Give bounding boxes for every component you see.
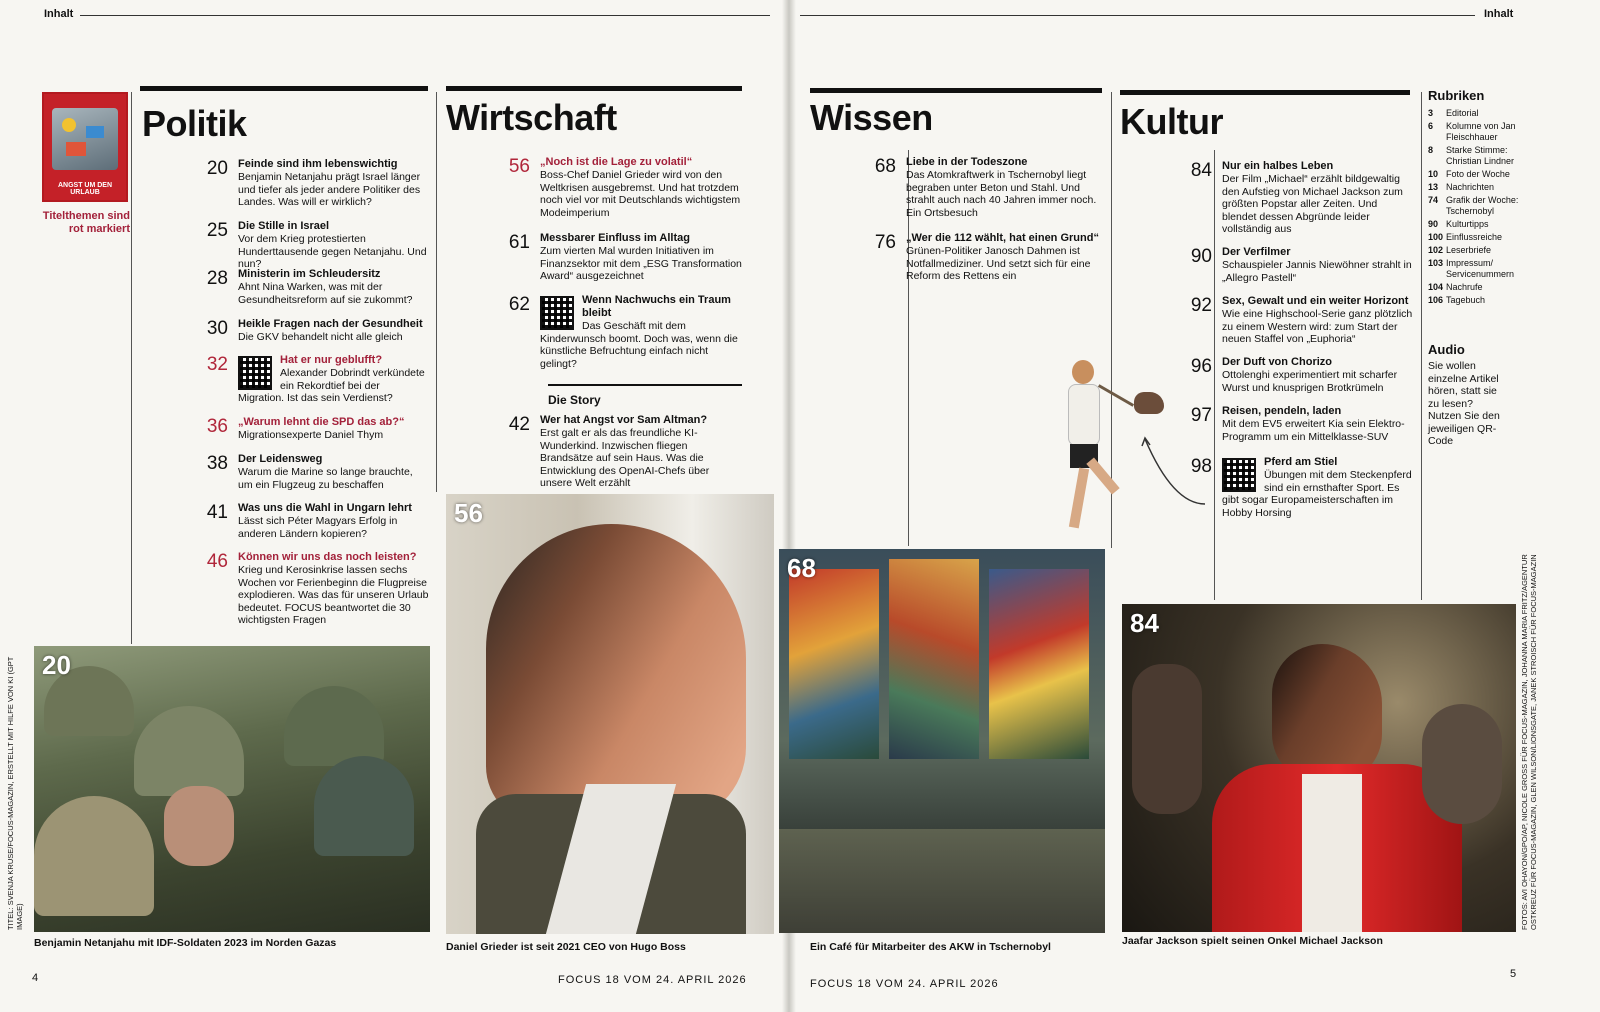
page-number: 32 xyxy=(206,354,228,375)
cover-note: Titelthemen sind rot markiert xyxy=(42,210,130,235)
toc-entry[interactable] xyxy=(836,232,1102,283)
photo-netanyahu[interactable] xyxy=(34,646,430,932)
toc-entry[interactable] xyxy=(168,318,428,344)
kultur-bar xyxy=(1120,90,1410,95)
toc-entry[interactable] xyxy=(470,232,742,283)
rubrik-item[interactable]: 10 Foto der Woche xyxy=(1428,169,1510,179)
credits-left: TITEL: SVENJA KRUSE/FOCUS-MAGAZIN, ERSTELLT MIT HILFE VON KI (GPT IMAGE) xyxy=(6,656,24,930)
entry-title: Der Leidensweg xyxy=(238,453,323,465)
toc-entry[interactable] xyxy=(470,156,742,219)
entry-title: Was uns die Wahl in Ungarn lehrt xyxy=(238,502,412,514)
toc-entry[interactable] xyxy=(168,220,428,271)
photo-badge: 68 xyxy=(787,553,816,583)
entry-desc: Der Film „Michael“ erzählt bildgewaltig den Aufstieg von Michael Jackson zum größten Popstar aller Zeiten. Und blendet dessen Abgründe leider vollständig aus xyxy=(1222,173,1403,235)
toc-entry[interactable] xyxy=(168,453,428,491)
photo-grieder[interactable] xyxy=(446,494,774,934)
header-right: Inhalt xyxy=(1484,8,1514,20)
entry-title: „Noch ist die Lage zu volatil“ xyxy=(540,156,693,168)
entry-desc: Krieg und Kerosinkrise lassen sechs Wochen vor Ferienbeginn die Flugpreise explodieren. Was das für unseren Urlaub bedeutet. FOCUS beantwortet die 30 wichtigsten Fragen xyxy=(238,564,429,626)
toc-entry[interactable] xyxy=(1152,356,1414,394)
entry-title: Nur ein halbes Leben xyxy=(1222,160,1334,172)
page-number: 36 xyxy=(206,416,228,437)
photo-badge: 84 xyxy=(1130,608,1159,638)
page-number: 92 xyxy=(1190,295,1212,316)
toc-entry[interactable] xyxy=(168,354,428,405)
page-number: 90 xyxy=(1190,246,1212,267)
toc-entry[interactable] xyxy=(470,294,742,370)
entry-title: Der Duft von Chorizo xyxy=(1222,356,1332,368)
photo-badge: 56 xyxy=(454,498,483,528)
entry-desc: Ottolenghi experimentiert mit scharfer Wurst und knusprigen Brotkrümeln xyxy=(1222,369,1398,394)
rubrik-item[interactable]: 8 Starke Stimme: Christian Lindner xyxy=(1428,145,1515,166)
rubrik-item[interactable]: 90 Kulturtipps xyxy=(1428,219,1489,229)
entry-desc: Erst galt er als das freundliche KI-Wunderkind. Inzwischen fliegen Brandsätze auf sein Haus. Was die Entwicklung des OpenAI-Chefs über unsere Welt erzählt xyxy=(540,427,710,489)
page-number: 42 xyxy=(508,414,530,435)
entry-desc: Ahnt Nina Warken, was mit der Gesundheitsreform auf sie zukommt? xyxy=(238,281,413,306)
toc-entry[interactable] xyxy=(470,414,742,490)
politik-bar xyxy=(140,86,428,91)
entry-title: Die Stille in Israel xyxy=(238,220,330,232)
entry-title: Ministerin im Schleudersitz xyxy=(238,268,381,280)
photo-caption: Ein Café für Mitarbeiter des AKW in Tschernobyl xyxy=(810,941,1051,953)
toc-entry[interactable] xyxy=(1152,405,1414,443)
toc-entry[interactable] xyxy=(1152,456,1414,519)
entry-title: Pferd am Stiel xyxy=(1264,456,1338,468)
entry-title: Wer hat Angst vor Sam Altman? xyxy=(540,414,708,426)
entry-desc: Alexander Dobrindt verkündete ein Rekordtief bei der Migration. Ist das sein Verdienst? xyxy=(238,367,425,404)
credits-right: FOTOS: AVI OHAYON/GPO/AP, NICOLE GROSS FÜR FOCUS-MAGAZIN, JOHANNA MARIA FRITZ/AGENTUR OSTKREUZ FÜR FOCUS-MAGAZIN, GLEN WILSON/LIONSGATE, JANEK STROISCH FÜR FOCUS-MAGAZIN xyxy=(1520,554,1538,930)
suitcase-illustration xyxy=(52,108,118,170)
entry-title: Sex, Gewalt und ein weiter Horizont xyxy=(1222,295,1409,307)
toc-entry[interactable] xyxy=(1152,160,1414,236)
rubrik-item[interactable]: 3 Editorial xyxy=(1428,108,1479,118)
page-number: 56 xyxy=(508,156,530,177)
section-title-politik: Politik xyxy=(142,103,247,144)
rubrik-item[interactable]: 74 Grafik der Woche: Tschernobyl xyxy=(1428,195,1519,216)
footer-text-right: FOCUS 18 VOM 24. APRIL 2026 xyxy=(810,978,999,990)
story-rule xyxy=(548,384,742,386)
footer-text-left: FOCUS 18 VOM 24. APRIL 2026 xyxy=(558,974,747,986)
toc-entry[interactable] xyxy=(1152,246,1414,284)
page-number: 96 xyxy=(1190,356,1212,377)
page-number: 25 xyxy=(206,220,228,241)
toc-entry[interactable] xyxy=(168,416,428,442)
page-number: 41 xyxy=(206,502,228,523)
entry-title: Liebe in der Todeszone xyxy=(906,156,1028,168)
audio-text: Sie wollen einzelne Artikel hören, statt sie zu lesen? Nutzen Sie den jeweiligen QR-Code xyxy=(1428,360,1500,447)
entry-desc: Lässt sich Péter Magyars Erfolg in anderen Ländern kopieren? xyxy=(238,515,398,540)
photo-jaafar-jackson[interactable] xyxy=(1122,604,1516,932)
col-rule-1 xyxy=(436,92,437,492)
entry-desc: Die GKV behandelt nicht alle gleich xyxy=(238,331,403,343)
entry-desc: Wie eine Highschool-Serie ganz plötzlich zu einem Western wird: zum Start der neuen Staffel von „Euphoria“ xyxy=(1222,308,1413,345)
rubrik-item[interactable]: 6 Kolumne von Jan Fleischhauer xyxy=(1428,121,1516,142)
photo-chernobyl-cafe[interactable] xyxy=(779,549,1105,933)
section-title-wirtschaft: Wirtschaft xyxy=(446,97,617,138)
rubriken-list xyxy=(1428,108,1528,308)
rubrik-item[interactable]: 100 Einflussreiche xyxy=(1428,232,1503,242)
toc-entry[interactable] xyxy=(168,502,428,540)
rubrik-item[interactable]: 13 Nachrichten xyxy=(1428,182,1495,192)
qr-code-icon[interactable] xyxy=(540,296,574,330)
rubrik-item[interactable]: 104 Nachrufe xyxy=(1428,282,1483,292)
page-number: 30 xyxy=(206,318,228,339)
page-number: 62 xyxy=(508,294,530,315)
qr-code-icon[interactable] xyxy=(238,356,272,390)
header-rule-left xyxy=(80,15,770,16)
toc-entry[interactable] xyxy=(836,156,1102,219)
page-number: 68 xyxy=(874,156,896,177)
page-number: 97 xyxy=(1190,405,1212,426)
entry-title: „Wer die 112 wählt, hat einen Grund“ xyxy=(906,232,1099,244)
header-left: Inhalt xyxy=(44,8,74,20)
page-number-right: 5 xyxy=(1510,968,1518,980)
entry-desc: Warum die Marine so lange brauchte, um ein Flugzeug zu beschaffen xyxy=(238,466,413,491)
page-number: 98 xyxy=(1190,456,1212,477)
entry-desc: Das Atomkraftwerk in Tschernobyl liegt begraben unter Beton und Stahl. Und strahlt auch nach 40 Jahren immer noch. Ein Ortsbesuch xyxy=(906,169,1097,219)
photo-caption: Daniel Grieder ist seit 2021 CEO von Hugo Boss xyxy=(446,941,686,953)
header-rule-right xyxy=(800,15,1475,16)
entry-title: Feinde sind ihm lebenswichtig xyxy=(238,158,398,170)
entry-desc: Benjamin Netanjahu prägt Israel länger und tiefer als jeder andere Politiker des Landes. Was will er wirklich? xyxy=(238,171,421,208)
entry-desc: Zum vierten Mal wurden Initiativen im Finanzsektor mit dem „ESG Transformation Award“ ausgezeichnet xyxy=(540,245,742,282)
entry-title: Der Verfilmer xyxy=(1222,246,1291,258)
rubrik-item[interactable]: 103 Impressum/ Servicenummern xyxy=(1428,258,1515,279)
entry-desc: Übungen mit dem Steckenpferd sind ein ernsthafter Sport. Es gibt sogar Europameisterschaften im Hobby Horsing xyxy=(1222,469,1412,519)
page-number: 46 xyxy=(206,551,228,572)
entry-title: Messbarer Einfluss im Alltag xyxy=(540,232,690,244)
entry-desc: Vor dem Krieg protestierten Hunderttausende gegen Netanjahu. Und nun? xyxy=(238,233,427,270)
wirtschaft-bar xyxy=(446,86,742,91)
section-title-kultur: Kultur xyxy=(1120,101,1223,142)
photo-caption: Jaafar Jackson spielt seinen Onkel Michael Jackson xyxy=(1122,935,1383,947)
page-number: 20 xyxy=(206,158,228,179)
section-title-wissen: Wissen xyxy=(810,97,933,138)
rubrik-item[interactable]: 102 Leserbriefe xyxy=(1428,245,1492,255)
cover-thumbnail[interactable] xyxy=(42,92,128,202)
cover-headline: ANGST UM DEN URLAUB xyxy=(57,182,113,196)
entry-desc: Das Geschäft mit dem Kinderwunsch boomt. Doch was, wenn die künstliche Befruchtung einfach nicht gelingt? xyxy=(540,320,738,370)
page-number: 38 xyxy=(206,453,228,474)
entry-title: Können wir uns das noch leisten? xyxy=(238,551,417,563)
entry-desc: Mit dem EV5 erweitert Kia sein Elektro-Programm um ein Mittelklasse-SUV xyxy=(1222,418,1405,443)
col-rule-3 xyxy=(1421,92,1422,600)
photo-caption: Benjamin Netanjahu mit IDF-Soldaten 2023 im Norden Gazas xyxy=(34,937,337,949)
audio-title: Audio xyxy=(1428,342,1465,357)
page-number: 84 xyxy=(1190,160,1212,181)
rubrik-item[interactable]: 106 Tagebuch xyxy=(1428,295,1486,305)
entry-desc: Migrationsexperte Daniel Thym xyxy=(238,429,384,441)
entry-desc: Boss-Chef Daniel Grieder wird von den Weltkrisen ausgebremst. Und hat trotzdem noch viel vor mit Deutschlands wichtigstem Modeimperium xyxy=(540,169,741,219)
photo-badge: 20 xyxy=(42,650,71,680)
wissen-bar xyxy=(810,88,1102,93)
entry-title: Hat er nur geblufft? xyxy=(280,354,383,366)
story-label: Die Story xyxy=(548,393,601,407)
page-number: 28 xyxy=(206,268,228,289)
toc-entry[interactable] xyxy=(168,268,428,306)
toc-entry[interactable] xyxy=(168,158,428,209)
rubriken-title: Rubriken xyxy=(1428,88,1485,103)
entry-desc: Schauspieler Jannis Niewöhner strahlt in „Allegro Pastell“ xyxy=(1222,259,1412,284)
entry-title: Heikle Fragen nach der Gesundheit xyxy=(238,318,423,330)
qr-code-icon[interactable] xyxy=(1222,458,1256,492)
entry-desc: Grünen-Politiker Janosch Dahmen ist Notfallmediziner. Und setzt sich für eine Reform des Rettens ein xyxy=(906,245,1091,282)
entry-title: „Warum lehnt die SPD das ab?“ xyxy=(238,416,405,428)
page-number-left: 4 xyxy=(32,972,40,984)
toc-entry[interactable] xyxy=(1152,295,1414,346)
entry-title: Wenn Nachwuchs ein Traum bleibt xyxy=(582,294,731,319)
entry-title: Reisen, pendeln, laden xyxy=(1222,405,1342,417)
politik-rule xyxy=(131,92,132,644)
page-number: 76 xyxy=(874,232,896,253)
page-number: 61 xyxy=(508,232,530,253)
toc-entry[interactable] xyxy=(168,551,430,627)
